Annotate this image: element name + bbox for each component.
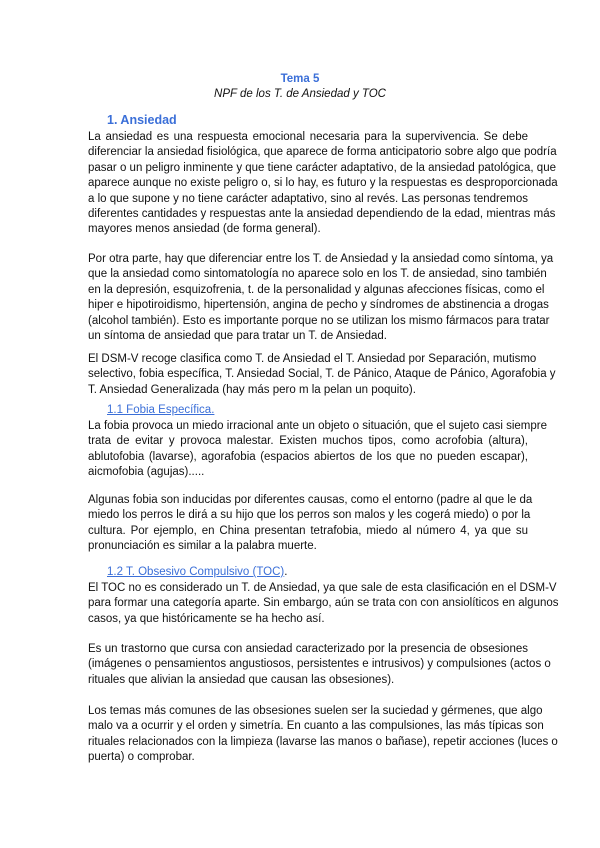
- paragraph: [88, 704, 558, 766]
- paragraph-line: T. Ansiedad Generalizada (hay más pero m la pelan un poquito).: [88, 383, 416, 396]
- paragraph-line: un síntoma de ansiedad que para tratar un T. de Ansiedad.: [88, 329, 387, 342]
- paragraph: [88, 493, 533, 555]
- paragraph-line: malo va a ocurrir y el orden y simetría. En cuanto a las compulsiones, las más típicas son: [88, 720, 544, 733]
- paragraph-line: rituales que alivian la ansiedad que causan las obsesiones).: [88, 673, 395, 686]
- document-subtitle: NPF de los T. de Ansiedad y TOC: [214, 88, 386, 100]
- heading-toc-link[interactable]: 1.2 T. Obsesivo Compulsivo (TOC).: [107, 566, 288, 578]
- paragraph-line: rituales relacionados con la limpieza (lavarse las manos o bañase), repetir acciones (luces o: [88, 735, 558, 748]
- heading-ansiedad: 1. Ansiedad: [107, 113, 177, 127]
- paragraph-line: que la ansiedad como sintomatología no aparece solo en los T. de ansiedad, sino también: [88, 268, 547, 281]
- heading-fobia-especifica-link[interactable]: 1.1 Fobia Específica.: [107, 404, 215, 416]
- paragraph-line: El DSM-V recoge clasifica como T. de Ansiedad el T. Ansiedad por Separación, mutismo: [88, 353, 537, 365]
- paragraph: [88, 642, 551, 688]
- paragraph-line: aparece aunque no existe peligro o, si lo hay, es futuro y la respuestas es desproporcionada: [88, 177, 558, 190]
- paragraph-line: hiper e hipotiroidismo, hipertensión, angina de pecho y síndromes de abstinencia a drogas: [88, 299, 549, 312]
- paragraph: [88, 130, 558, 238]
- paragraph-line: pronunciación es similar a la palabra muerte.: [88, 540, 317, 553]
- paragraph-line: (imágenes o pensamientos angustiosos, persistentes e intrusivos) y compulsiones (actos o: [88, 658, 551, 671]
- paragraph-line: (alcohol también). Esto es importante porque no se utilizan los mismo fármacos para tratar: [88, 314, 550, 327]
- paragraph-line: diferentes cantidades y respuestas ante la ansiedad dependiendo de la edad, mientras más: [88, 207, 556, 220]
- paragraph-line: Los temas más comunes de las obsesiones suelen ser la suciedad y gérmenes, que algo: [88, 705, 543, 717]
- paragraph-line: en la depresión, esquizofrenia, t. de la personalidad y algunas afecciones físicas, como el: [88, 283, 545, 296]
- paragraph-line: ablutofobia (lavarse), agorafobia (espacios abiertos de los que no pueden escapar),: [88, 450, 528, 463]
- paragraph: [88, 581, 559, 627]
- document-title: Tema 5: [280, 73, 320, 85]
- paragraph-line: trata de evitar y provoca malestar. Existen muchos tipos, como acrofobia (altura),: [88, 435, 528, 448]
- paragraph-line: selectivo, fobia específica, T. Ansiedad Social, T. de Pánico, Ataque de Pánico, Agorafobia y: [88, 368, 556, 381]
- paragraph-line: Es un trastorno que cursa con ansiedad caracterizado por la presencia de obsesiones: [88, 643, 528, 655]
- paragraph: [88, 419, 548, 481]
- paragraph-line: puerta) o comprobar.: [88, 751, 195, 764]
- heading-toc-text: 1.2 T. Obsesivo Compulsivo (TOC): [107, 566, 285, 578]
- paragraph-line: La ansiedad es una respuesta emocional necesaria para la supervivencia. Se debe: [88, 131, 528, 143]
- paragraph-line: a lo que supone y no tiene carácter adaptativo, sino al revés. Las personas tendremos: [88, 192, 528, 205]
- paragraph-line: casos, ya que históricamente se ha hecho así.: [88, 612, 325, 625]
- paragraph-line: para formar una categoría aparte. Sin embargo, aún se trata con con ansiolíticos en algunos: [88, 597, 559, 610]
- paragraph-line: La fobia provoca un miedo irracional ante un objeto o situación, que el sujeto casi siempre: [88, 420, 548, 432]
- paragraph: [88, 252, 554, 344]
- paragraph-line: mayores menos ansiedad (de forma general).: [88, 223, 321, 236]
- paragraph: [88, 352, 556, 398]
- paragraph-line: aicmofobia (agujas).....: [88, 466, 205, 479]
- paragraph-line: Algunas fobia son inducidas por diferentes causas, como el entorno (padre al que le da: [88, 494, 533, 506]
- paragraph-line: diferenciar la ansiedad fisiológica, que aparece de forma anticipatorio sobre algo que podría: [88, 146, 557, 159]
- paragraph-line: Por otra parte, hay que diferenciar entre los T. de Ansiedad y la ansiedad como síntoma, ya: [88, 253, 554, 265]
- paragraph-line: El TOC no es considerado un T. de Ansiedad, ya que sale de esta clasificación en el DSM-V: [88, 582, 557, 594]
- paragraph-line: miedo los perros le dirá a su hijo que los perros son malos y les cogerá miedo) o por la: [88, 509, 531, 522]
- paragraph-line: cultura. Por ejemplo, en China presentan tetrafobia, miedo al número 4, ya que su: [88, 524, 528, 537]
- paragraph-line: pasar o un peligro inminente y que tiene carácter adaptativo, de la ansiedad patológica, que: [88, 161, 556, 174]
